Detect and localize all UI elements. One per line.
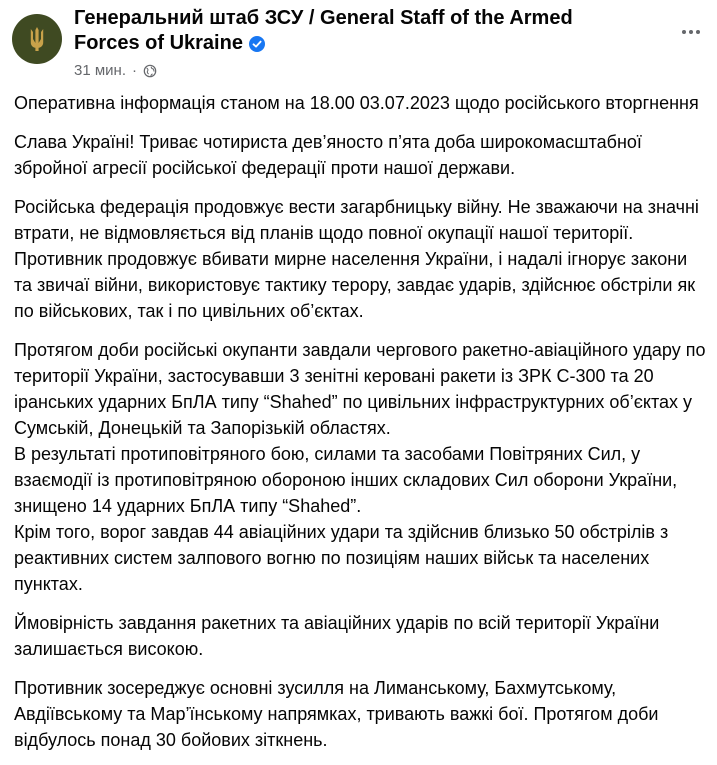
post-meta: [74, 62, 157, 79]
post-header: [0, 0, 717, 92]
post-paragraph: Оперативна інформація станом на 18.00 03.07.2023 щодо російського вторгнення: [14, 93, 699, 113]
verified-badge-icon: [249, 36, 265, 52]
page-title-link[interactable]: [74, 6, 634, 56]
post-paragraph: Російська федерація продовжує вести загарбницьку війну. Не зважаючи на значні втрати, не відмовляється від планів щодо повної окупації нашої території.: [14, 197, 699, 243]
post-paragraph: Крім того, ворог завдав 44 авіаційних удари та здійснив близько 50 обстрілів з реактивних систем залпового вогню по позиціям наших військ та населених пунктах.: [14, 522, 669, 594]
more-dot: [682, 30, 686, 34]
more-dot: [689, 30, 693, 34]
more-options-button[interactable]: [675, 16, 707, 48]
avatar[interactable]: [12, 14, 62, 64]
post-text: [14, 90, 706, 765]
post-paragraph: В результаті протиповітряного бою, силами та засобами Повітряних Сил, у взаємодії із протиповітряною обороною інших складових Сил оборони України, знищено 14 ударних БпЛА типу “Shahed”.: [14, 444, 678, 516]
post-paragraph: Протягом доби російські окупанти завдали чергового ракетно-авіаційного удару по території України, застосувавши 3 зенітні керовані ракети із ЗРК С-300 та 20 іранських ударних БпЛА типу “Shahed” по цивільних інфраструктурних об’єктах у Сумській, Донецькій та Запорізькій областях.: [14, 340, 706, 438]
globe-icon[interactable]: [143, 64, 157, 78]
post-timestamp[interactable]: 31 мин.: [74, 62, 126, 79]
post-paragraph: Слава Україні! Триває чотириста дев’яносто п’ята доба широкомасштабної збройної агресії російської федерації проти нашої держави.: [14, 132, 642, 178]
more-dot: [696, 30, 700, 34]
trident-icon: [22, 24, 52, 54]
post-paragraph: Противник зосереджує основні зусилля на Лиманському, Бахмутському, Авдіївському та Мар’їнському напрямках, тривають важкі бої. Протягом доби відбулось понад 30 бойових зіткнень.: [14, 678, 659, 750]
post-paragraph: Ймовірність завдання ракетних та авіаційних ударів по всій території України залишається високою.: [14, 613, 660, 659]
meta-separator: ·: [132, 62, 137, 79]
post-paragraph: Противник продовжує вбивати мирне населення України, і надалі ігнорує закони та звичаї війни, використовує тактику терору, завдає ударів, здійснює обстріли як по військових, так і по цивільних об’єктах.: [14, 249, 696, 321]
page-name[interactable]: Генеральний штаб ЗСУ / General Staff of the Armed Forces of Ukraine: [74, 7, 573, 54]
